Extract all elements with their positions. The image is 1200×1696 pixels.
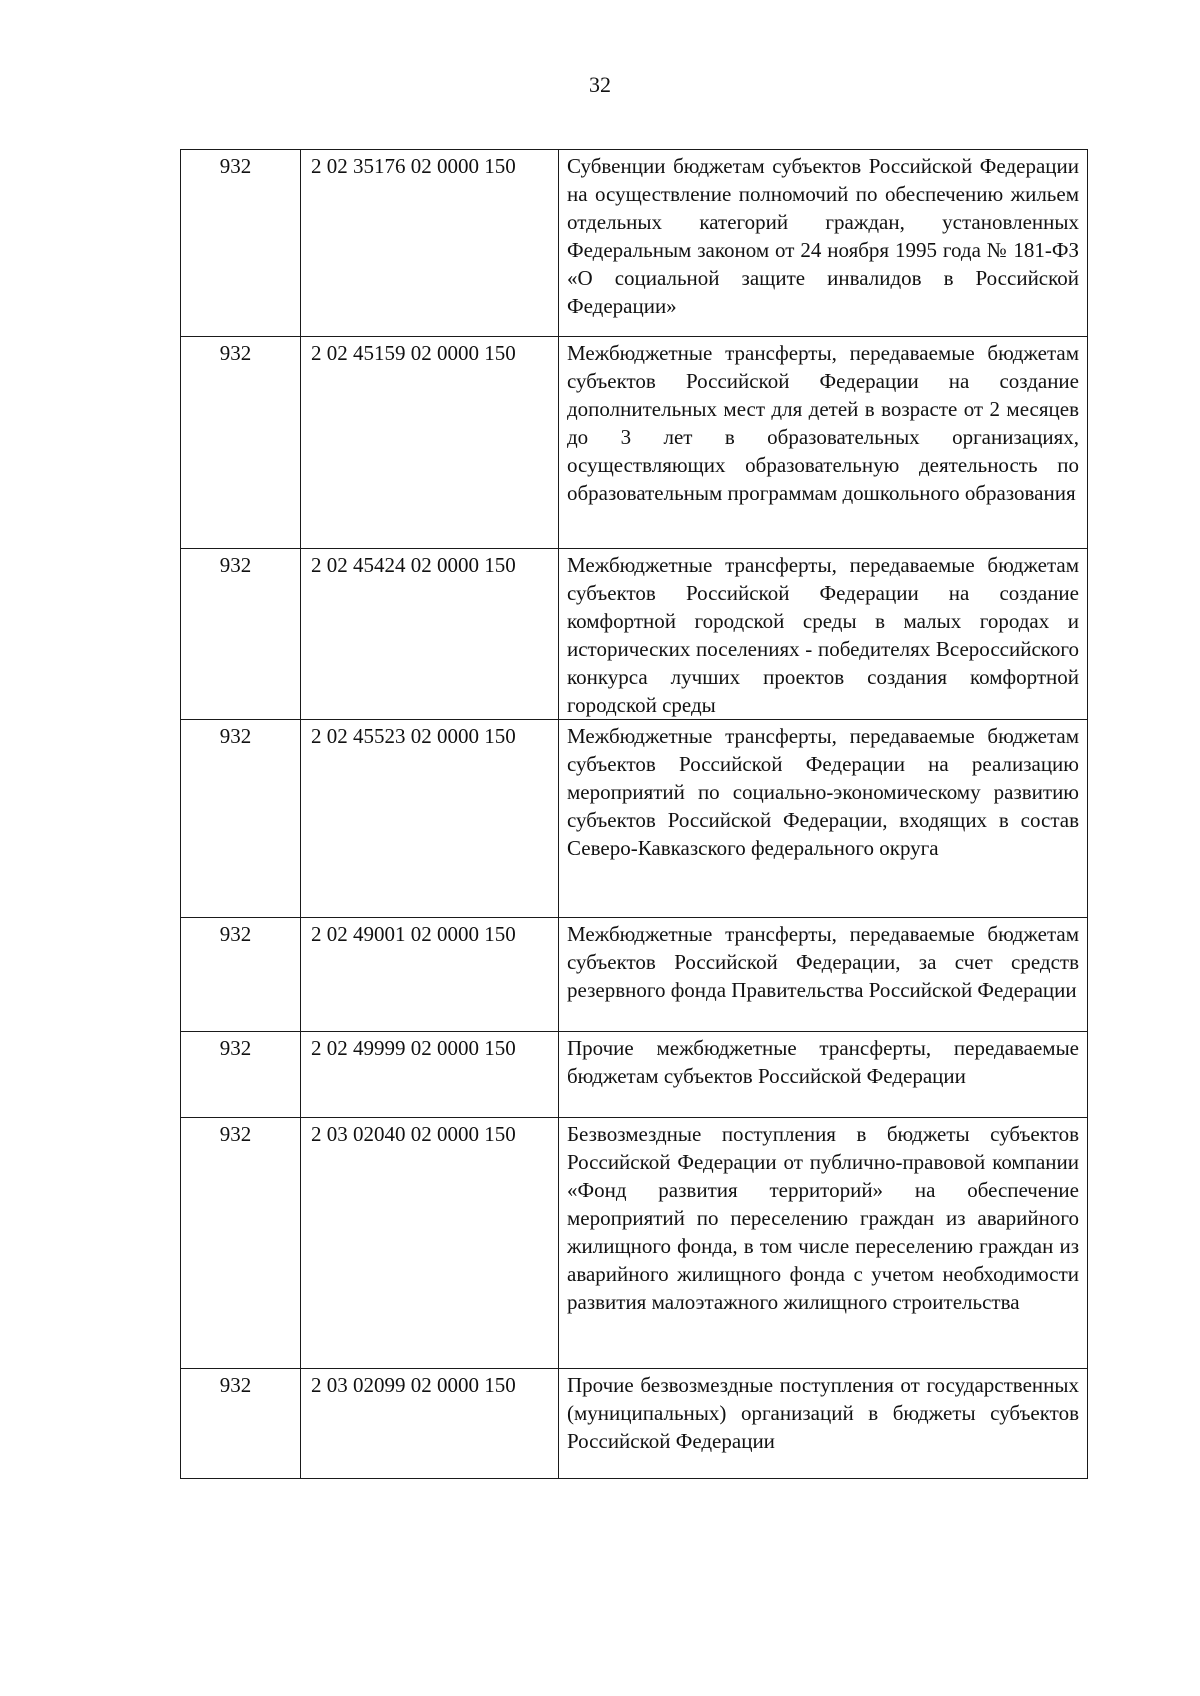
admin-code-cell: 932 [181, 1118, 301, 1369]
description-cell: Межбюджетные трансферты, передаваемые бюджетам субъектов Российской Федерации, за счет средств резервного фонда Правительства Российской Федерации [559, 918, 1088, 1032]
table-row [181, 337, 1088, 549]
admin-code-cell: 932 [181, 337, 301, 549]
revenue-code-cell: 2 02 45523 02 0000 150 [301, 720, 559, 918]
description-cell: Прочие межбюджетные трансферты, передаваемые бюджетам субъектов Российской Федерации [559, 1032, 1088, 1118]
table-row [181, 1369, 1088, 1479]
revenue-code-cell: 2 02 45159 02 0000 150 [301, 337, 559, 549]
table-row [181, 150, 1088, 337]
admin-code-cell: 932 [181, 1032, 301, 1118]
table-row [181, 720, 1088, 918]
admin-code-cell: 932 [181, 720, 301, 918]
revenue-code-cell: 2 03 02040 02 0000 150 [301, 1118, 559, 1369]
revenue-code-cell: 2 02 49999 02 0000 150 [301, 1032, 559, 1118]
table-row [181, 1032, 1088, 1118]
table-row [181, 918, 1088, 1032]
admin-code-cell: 932 [181, 1369, 301, 1479]
revenue-code-cell: 2 02 35176 02 0000 150 [301, 150, 559, 337]
revenue-codes-table [180, 149, 1088, 1479]
description-cell: Межбюджетные трансферты, передаваемые бюджетам субъектов Российской Федерации на создание дополнительных мест для детей в возрасте от 2 месяцев до 3 лет в образовательных организациях, осуществляющих образовательную деятельность по образовательным программам дошкольного образования [559, 337, 1088, 549]
description-cell: Безвозмездные поступления в бюджеты субъектов Российской Федерации от публично-правовой компании «Фонд развития территорий» на обеспечение мероприятий по переселению граждан из аварийного жилищного фонда, в том числе переселению граждан из аварийного жилищного фонда с учетом необходимости развития малоэтажного жилищного строительства [559, 1118, 1088, 1369]
admin-code-cell: 932 [181, 918, 301, 1032]
description-cell: Межбюджетные трансферты, передаваемые бюджетам субъектов Российской Федерации на реализацию мероприятий по социально-экономическому развитию субъектов Российской Федерации, входящих в состав Северо-Кавказского федерального округа [559, 720, 1088, 918]
description-cell: Прочие безвозмездные поступления от государственных (муниципальных) организаций в бюджеты субъектов Российской Федерации [559, 1369, 1088, 1479]
description-cell: Межбюджетные трансферты, передаваемые бюджетам субъектов Российской Федерации на создание комфортной городской среды в малых городах и исторических поселениях - победителях Всероссийского конкурса лучших проектов создания комфортной городской среды [559, 549, 1088, 720]
page-number: 32 [589, 72, 611, 97]
revenue-code-cell: 2 02 49001 02 0000 150 [301, 918, 559, 1032]
admin-code-cell: 932 [181, 150, 301, 337]
revenue-code-cell: 2 02 45424 02 0000 150 [301, 549, 559, 720]
table-row [181, 549, 1088, 720]
description-cell: Субвенции бюджетам субъектов Российской Федерации на осуществление полномочий по обеспечению жильем отдельных категорий граждан, установленных Федеральным законом от 24 ноября 1995 года № 181-ФЗ «О социальной защите инвалидов в Российской Федерации» [559, 150, 1088, 337]
admin-code-cell: 932 [181, 549, 301, 720]
revenue-code-cell: 2 03 02099 02 0000 150 [301, 1369, 559, 1479]
table-row [181, 1118, 1088, 1369]
